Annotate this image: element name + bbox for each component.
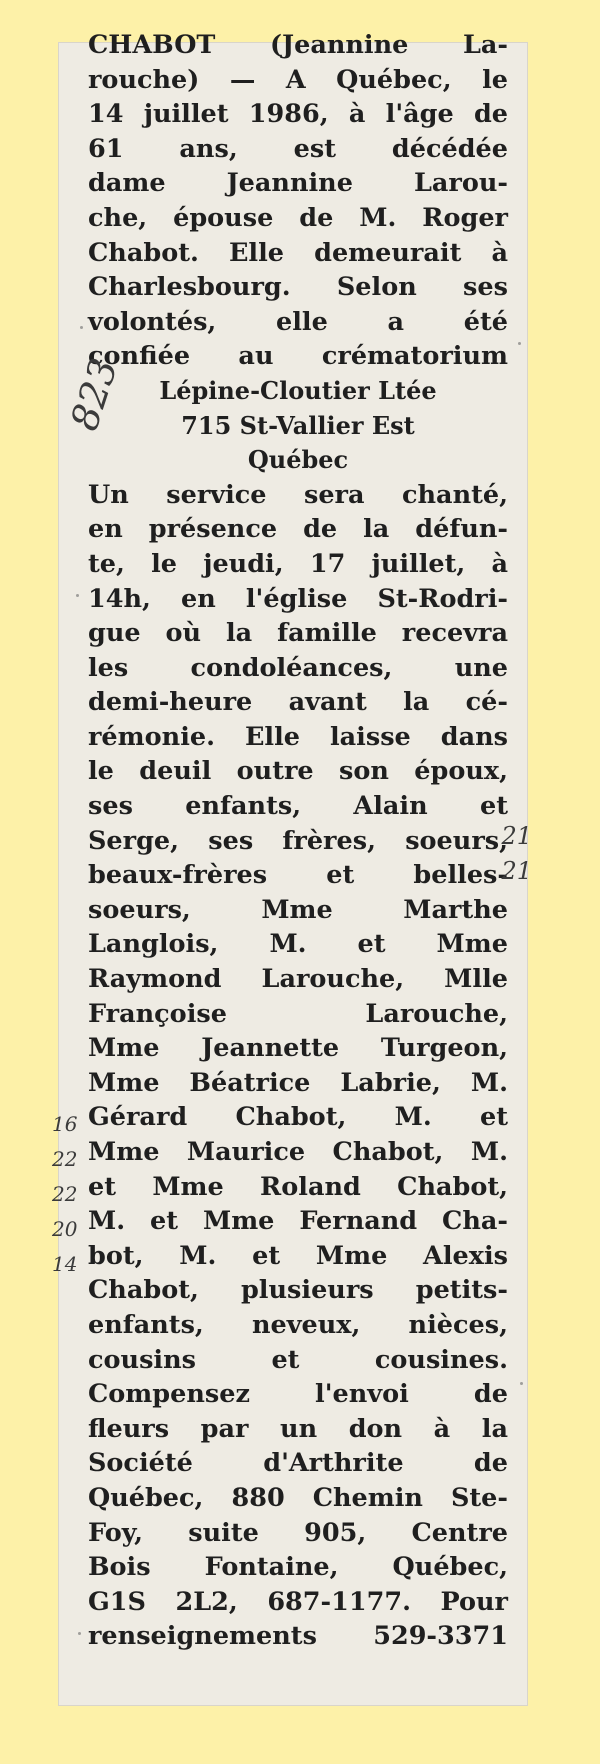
notice-line: Bois Fontaine, Québec,	[88, 1552, 508, 1583]
notice-line: M. et Mme Fernand Cha-	[88, 1206, 508, 1237]
print-speck	[76, 594, 79, 597]
notice-line: soeurs, Mme Marthe	[88, 894, 508, 925]
handwritten-note-left: 22	[52, 1147, 78, 1171]
handwritten-note-left: 14	[52, 1252, 78, 1276]
funeral-home-city: Québec	[247, 445, 349, 475]
notice-line: Langlois, M. et Mme	[88, 929, 508, 960]
notice-line: Québec, 880 Chemin Ste-	[88, 1482, 508, 1513]
notice-line: et Mme Roland Chabot,	[88, 1171, 508, 1202]
handwritten-note-left: 22	[52, 1182, 78, 1206]
funeral-home-address: 715 St-Vallier Est	[181, 410, 415, 440]
funeral-home-name: Lépine-Cloutier Ltée	[159, 375, 437, 405]
print-speck	[518, 342, 521, 345]
notice-line: Foy, suite 905, Centre	[88, 1517, 508, 1548]
newspaper-clipping	[52, 30, 532, 1706]
print-speck	[78, 1632, 81, 1635]
notice-line: fleurs par un don à la	[88, 1413, 508, 1444]
handwritten-note-left: 20	[52, 1217, 78, 1241]
notice-line: Compensez l'envoi de	[88, 1379, 508, 1410]
notice-line: le deuil outre son époux,	[88, 756, 508, 787]
notice-line: en présence de la défun-	[88, 514, 508, 545]
notice-line: Société d'Arthrite de	[88, 1448, 508, 1479]
notice-line: confiée au crématorium	[88, 341, 508, 372]
notice-line: gue où la famille recevra	[88, 618, 508, 649]
notice-line: Charlesbourg. Selon ses	[88, 272, 508, 303]
notice-line: bot, M. et Mme Alexis	[88, 1240, 508, 1271]
notice-line: renseignements 529-3371	[88, 1621, 508, 1652]
handwritten-note-left: 16	[52, 1112, 78, 1136]
handwritten-margin-number: 823	[62, 353, 127, 436]
notice-line: Chabot, plusieurs petits-	[88, 1275, 508, 1306]
notice-line: Françoise Larouche,	[88, 998, 508, 1029]
print-speck	[520, 1382, 523, 1385]
notice-line: volontés, elle a été	[88, 306, 508, 337]
notice-line: G1S 2L2, 687-1177. Pour	[88, 1586, 508, 1617]
handwritten-note-right: 21	[501, 857, 532, 885]
notice-line: enfants, neveux, nièces,	[88, 1309, 508, 1340]
notice-line: Gérard Chabot, M. et	[88, 1102, 508, 1133]
notice-line: rémonie. Elle laisse dans	[88, 721, 508, 752]
notice-line: Mme Maurice Chabot, M.	[88, 1137, 508, 1167]
notice-line: beaux-frères et belles-	[88, 860, 508, 891]
notice-line: 14h, en l'église St-Rodri-	[88, 583, 508, 614]
notice-line: Un service sera chanté,	[88, 479, 508, 510]
notice-line: dame Jeannine Larou-	[88, 168, 508, 199]
notice-line: Serge, ses frères, soeurs,	[88, 825, 508, 856]
notice-line: che, épouse de M. Roger	[88, 202, 508, 233]
notice-line: 61 ans, est décédée	[88, 133, 508, 164]
notice-line: Chabot. Elle demeurait à	[88, 237, 508, 268]
notice-line: cousins et cousines.	[88, 1344, 508, 1375]
notice-line: demi-heure avant la cé-	[88, 687, 508, 718]
notice-line: CHABOT (Jeannine La-	[88, 30, 508, 60]
notice-line: te, le jeudi, 17 juillet, à	[88, 548, 508, 579]
notice-line: Mme Béatrice Labrie, M.	[88, 1067, 508, 1098]
notice-line: rouche) — A Québec, le	[88, 64, 508, 95]
obituary-column	[88, 30, 508, 1654]
notice-line: Mme Jeannette Turgeon,	[88, 1033, 508, 1064]
print-speck	[80, 326, 83, 329]
notice-line: 14 juillet 1986, à l'âge de	[88, 99, 508, 130]
handwritten-note-right: 21	[501, 822, 532, 850]
notice-line: les condoléances, une	[88, 652, 508, 683]
notice-line: Raymond Larouche, Mlle	[88, 964, 508, 995]
notice-line: ses enfants, Alain et	[88, 791, 508, 822]
